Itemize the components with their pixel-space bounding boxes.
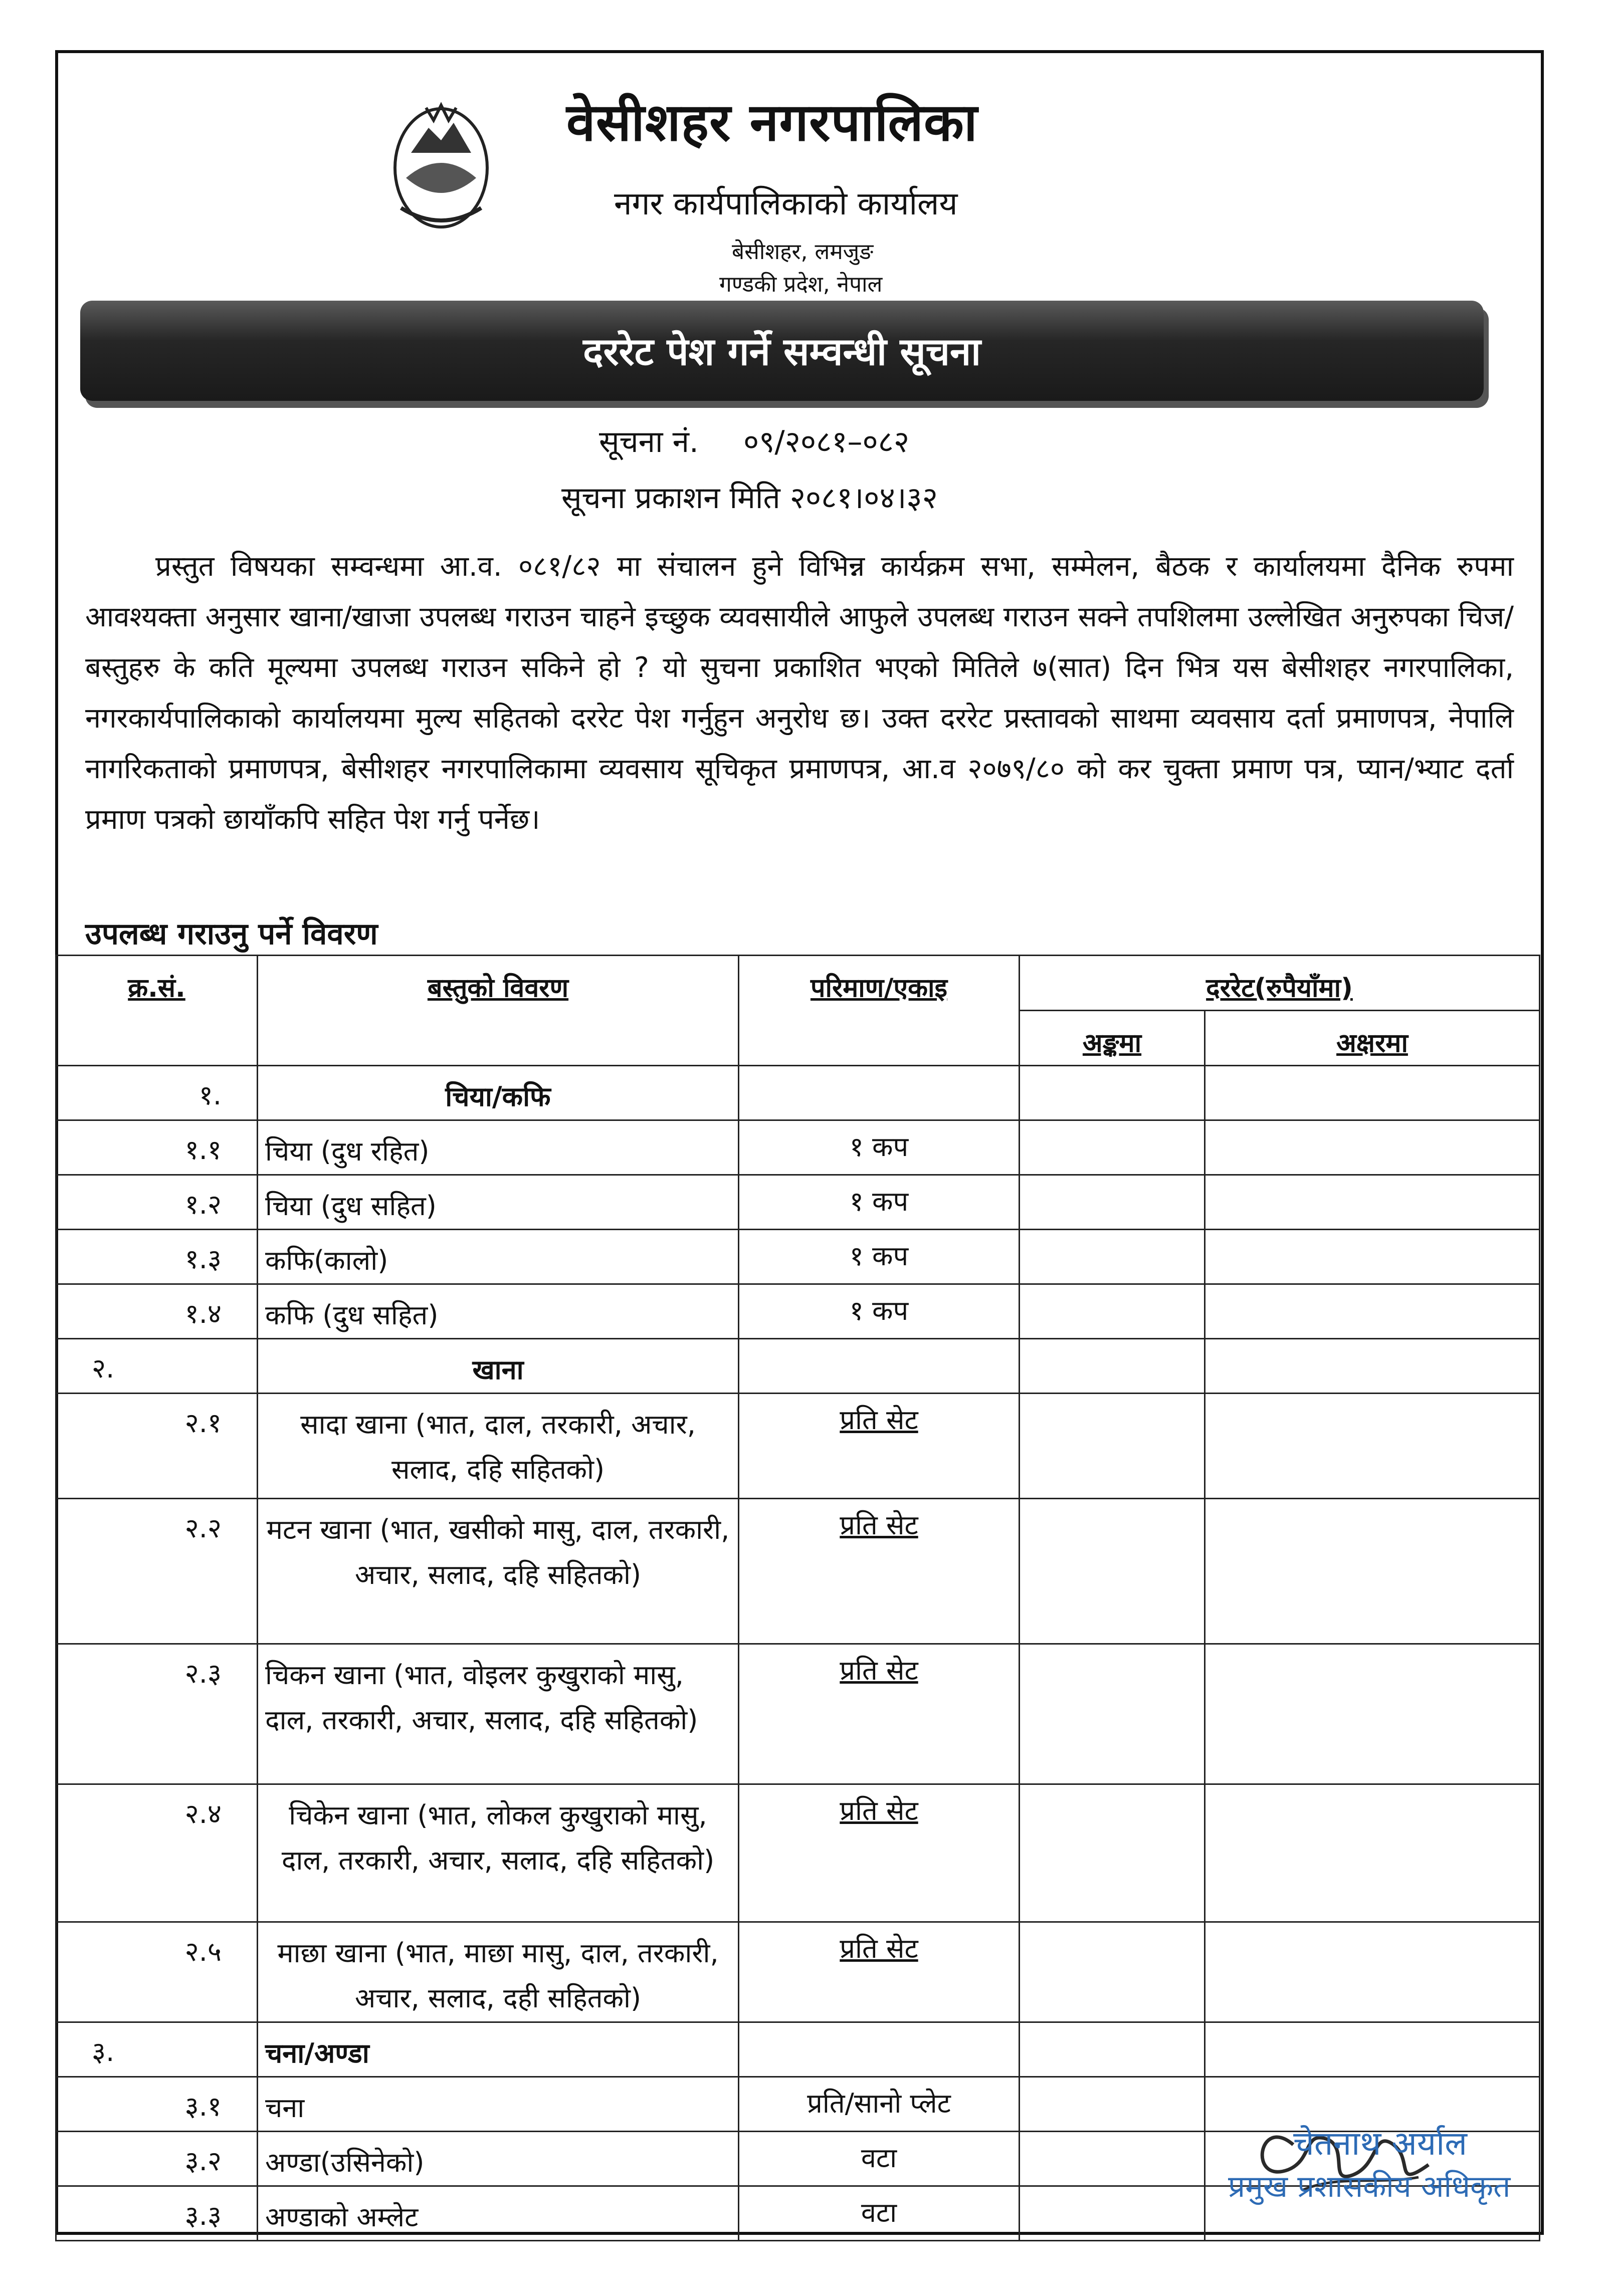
row-serial: ३.३ (56, 2186, 258, 2241)
row-serial: २.२ (56, 1499, 258, 1644)
section-heading: उपलब्ध गराउनु पर्ने विवरण (85, 916, 378, 952)
header-in-figures: अङ्कमा (1020, 1011, 1205, 1066)
rate-figures-cell (1020, 1120, 1205, 1175)
row-unit: १ कप (739, 1284, 1020, 1339)
row-item: सादा खाना (भात, दाल, तरकारी, अचार, सलाद, दहि सहितको) (258, 1394, 739, 1499)
rate-figures-cell (1020, 1644, 1205, 1784)
notice-number-label: सूचना नं. (599, 424, 699, 460)
rate-words-cell (1205, 1394, 1540, 1499)
rate-figures-cell (1020, 2022, 1205, 2077)
header-in-words: अक्षरमा (1205, 1011, 1540, 1066)
notice-number-value: ०९/२०८१–०८२ (743, 424, 910, 460)
row-unit: प्रति सेट (739, 1644, 1020, 1784)
address-line-2: गण्डकी प्रदेश, नेपाल (719, 272, 883, 297)
rate-figures-cell (1020, 1499, 1205, 1644)
row-item: खाना (258, 1339, 739, 1394)
row-unit: १ कप (739, 1120, 1020, 1175)
rate-figures-cell (1020, 1784, 1205, 1922)
rate-figures-cell (1020, 2132, 1205, 2186)
row-serial: १. (56, 1066, 258, 1120)
row-serial: २.१ (56, 1394, 258, 1499)
rate-words-cell (1205, 1784, 1540, 1922)
rate-words-cell (1205, 1066, 1540, 1120)
rate-words-cell (1205, 1339, 1540, 1394)
row-serial: १.३ (56, 1230, 258, 1284)
row-item: कफि(कालो) (258, 1230, 739, 1284)
rate-figures-cell (1020, 1394, 1205, 1499)
rate-words-cell (1205, 1499, 1540, 1644)
table-row (56, 1066, 1540, 1120)
notice-number (599, 420, 909, 461)
row-item: चिकेन खाना (भात, लोकल कुखुराको मासु, दाल, तरकारी, अचार, सलाद, दहि सहितको) (258, 1784, 739, 1922)
row-unit (739, 1339, 1020, 1394)
row-unit: प्रति सेट (739, 1784, 1020, 1922)
table-row (56, 1284, 1540, 1339)
table-row (56, 1499, 1540, 1644)
table-row (56, 1175, 1540, 1230)
row-serial: ३.१ (56, 2077, 258, 2132)
row-serial: २.४ (56, 1784, 258, 1922)
signatory-title: प्रमुख प्रशासकीय अधिकृत (1228, 2169, 1511, 2204)
rate-words-cell (1205, 1284, 1540, 1339)
row-item: अण्डा(उसिनेको) (258, 2132, 739, 2186)
rate-words-cell (1205, 1230, 1540, 1284)
rate-figures-cell (1020, 2186, 1205, 2241)
row-unit: १ कप (739, 1175, 1020, 1230)
row-item: मटन खाना (भात, खसीको मासु, दाल, तरकारी, अचार, सलाद, दहि सहितको) (258, 1499, 739, 1644)
rate-figures-cell (1020, 1284, 1205, 1339)
row-unit: १ कप (739, 1230, 1020, 1284)
rate-words-cell (1205, 1175, 1540, 1230)
items-table (55, 955, 1540, 2241)
row-unit: प्रति सेट (739, 1922, 1020, 2022)
row-serial: १.२ (56, 1175, 258, 1230)
row-serial: १.४ (56, 1284, 258, 1339)
row-serial: २.३ (56, 1644, 258, 1784)
row-unit: प्रति सेट (739, 1394, 1020, 1499)
municipality-title: वेसीशहर नगरपालिका (566, 92, 978, 153)
table-row (56, 2022, 1540, 2077)
row-unit (739, 2022, 1020, 2077)
header-serial: क्र.सं. (56, 956, 258, 1066)
notice-date: सूचना प्रकाशन मिति २०८१।०४।३२ (561, 481, 938, 516)
row-serial: ३.२ (56, 2132, 258, 2186)
table-row (56, 1922, 1540, 2022)
rate-words-cell (1205, 1922, 1540, 2022)
table-row (56, 1784, 1540, 1922)
rate-figures-cell (1020, 2077, 1205, 2132)
row-serial: ३. (56, 2022, 258, 2077)
rate-figures-cell (1020, 1339, 1205, 1394)
address-line-1: बेसीशहर, लमजुङ (732, 239, 874, 265)
banner-text: दररेट पेश गर्ने सम्वन्धी सूचना (583, 329, 981, 374)
row-unit: प्रति सेट (739, 1499, 1020, 1644)
signatory-name: चेतनाथ अर्याल (1293, 2124, 1467, 2163)
table-row (56, 1394, 1540, 1499)
row-serial: २. (56, 1339, 258, 1394)
row-item: अण्डाको अम्लेट (258, 2186, 739, 2241)
row-item: चना (258, 2077, 739, 2132)
header-item: बस्तुको विवरण (258, 956, 739, 1066)
rate-figures-cell (1020, 1230, 1205, 1284)
row-item: चना/अण्डा (258, 2022, 739, 2077)
row-item: चिया (दुध रहित) (258, 1120, 739, 1175)
notice-banner (80, 301, 1484, 401)
table-row (56, 1120, 1540, 1175)
rate-figures-cell (1020, 1066, 1205, 1120)
rate-figures-cell (1020, 1922, 1205, 2022)
rate-figures-cell (1020, 1175, 1205, 1230)
row-serial: २.५ (56, 1922, 258, 2022)
row-item: कफि (दुध सहित) (258, 1284, 739, 1339)
row-item: चिया/कफि (258, 1066, 739, 1120)
row-unit (739, 1066, 1020, 1120)
items-table-body (56, 1066, 1540, 2241)
row-unit: वटा (739, 2186, 1020, 2241)
row-serial: १.१ (56, 1120, 258, 1175)
table-row (56, 1339, 1540, 1394)
table-row (56, 1644, 1540, 1784)
rate-words-cell (1205, 1644, 1540, 1784)
row-item: चिया (दुध सहित) (258, 1175, 739, 1230)
notice-body-paragraph: प्रस्तुत विषयका सम्वन्धमा आ.व. ०८१/८२ मा संचालन हुने विभिन्न कार्यक्रम सभा, सम्मेलन, बैठक र कार्यालयमा दैनिक रुपमा आवश्यक्ता अनुसार खाना/खाजा उपलब्ध गराउन चाहने इच्छुक व्यवसायीले आफुले उपलब्ध गराउन सक्ने तपशिलमा उल्लेखित अनुरुपका चिज/बस्तुहरु के कति मूल्यमा उपलब्ध गराउन सकिने हो ? यो सुचना प्रकाशित भएको मितिले ७(सात) दिन भित्र यस बेसीशहर नगरपालिका, नगरकार्यपालिकाको कार्यालयमा मुल्य सहितको दररेट पेश गर्नुहुन अनुरोध छ। उक्त दररेट प्रस्तावको साथमा व्यवसाय दर्ता प्रमाणपत्र, नेपालि नागरिकताको प्रमाणपत्र, बेसीशहर नगरपालिकामा व्यवसाय सूचिकृत प्रमाणपत्र, आ.व २०७९/८० को कर चुक्ता प्रमाण पत्र, प्यान/भ्याट दर्ता प्रमाण पत्रको छायाँकपि सहित पेश गर्नु पर्नेछ। (85, 550, 1514, 836)
row-unit: वटा (739, 2132, 1020, 2186)
row-unit: प्रति/सानो प्लेट (739, 2077, 1020, 2132)
row-item: माछा खाना (भात, माछा मासु, दाल, तरकारी, अचार, सलाद, दही सहितको) (258, 1922, 739, 2022)
header-unit: परिमाण/एकाइ (739, 956, 1020, 1066)
rate-words-cell (1205, 1120, 1540, 1175)
table-row (56, 1230, 1540, 1284)
row-item: चिकन खाना (भात, वोइलर कुखुराको मासु, दाल, तरकारी, अचार, सलाद, दहि सहितको) (258, 1644, 739, 1784)
rate-words-cell (1205, 2022, 1540, 2077)
nepal-emblem-seal-icon (391, 93, 491, 233)
header-rate: दररेट(रुपैयाँमा) (1020, 956, 1540, 1011)
office-subtitle: नगर कार्यपालिकाको कार्यालय (614, 185, 958, 222)
